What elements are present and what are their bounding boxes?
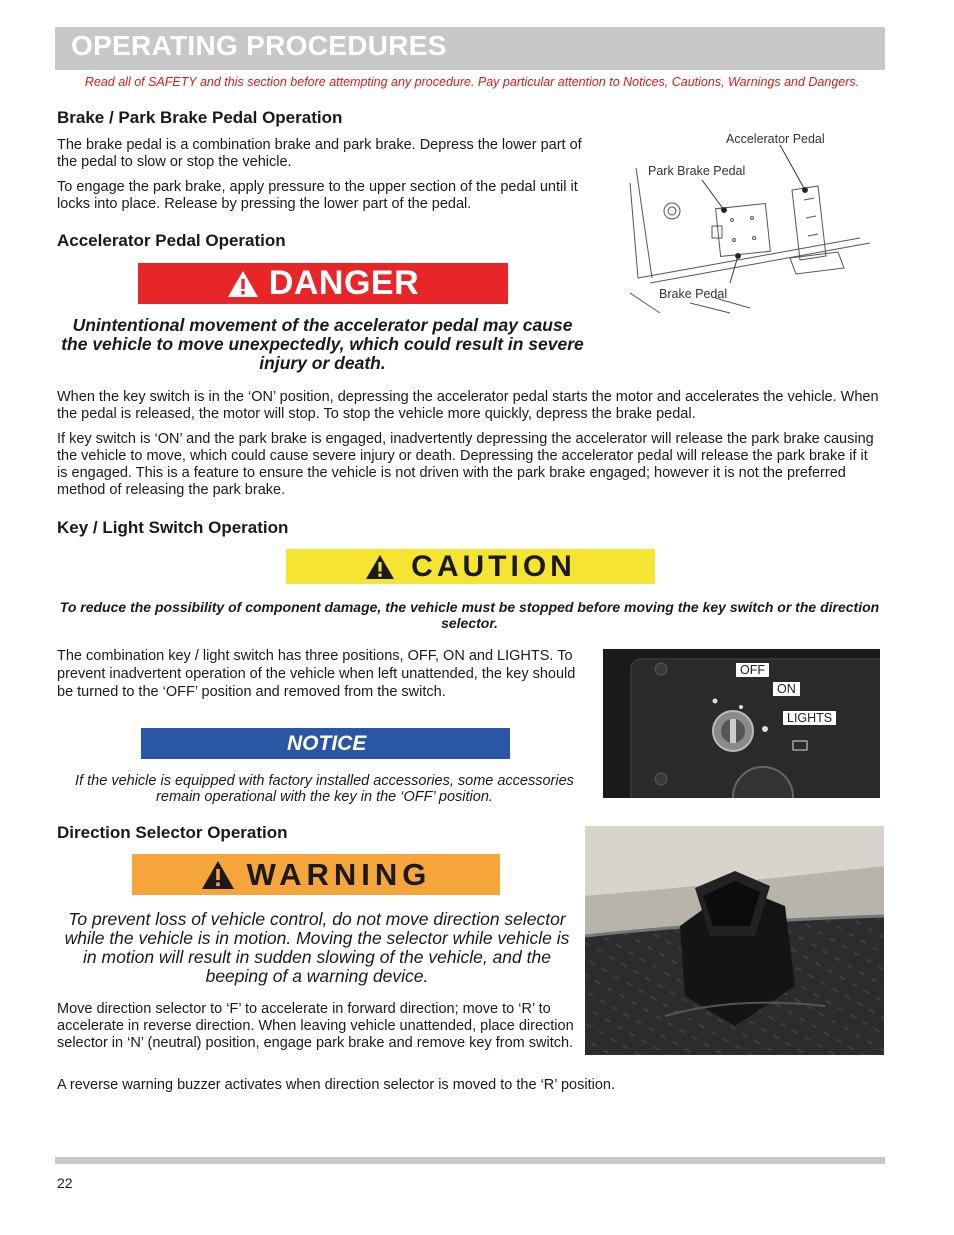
warning-label: WARNING bbox=[246, 856, 432, 892]
brake-pedal-label: Brake Pedal bbox=[659, 287, 728, 301]
danger-triangle-icon bbox=[227, 270, 259, 298]
direction-selector-photo bbox=[585, 826, 884, 1055]
warning-message: To prevent loss of vehicle control, do not move direction selector while the vehicle is in motion. Moving the selector while vehicle is in motion will result in sudden slowing of the vehicle, and the beeping of a warning device. bbox=[64, 909, 570, 986]
key-switch-paragraph: The combination key / light switch has three positions, OFF, ON and LIGHTS. To prevent inadvertent operation of the vehicle when left unattended, the key should be turned to the ‘OFF’ position and removed from the switch. bbox=[57, 648, 576, 700]
accelerator-heading: Accelerator Pedal Operation bbox=[57, 231, 286, 250]
caution-banner bbox=[286, 549, 655, 584]
page-title: OPERATING PROCEDURES bbox=[71, 30, 447, 61]
key-on-label: ON bbox=[773, 682, 800, 696]
warning-banner bbox=[132, 854, 500, 895]
warning-triangle-icon bbox=[201, 860, 235, 890]
notice-message: If the vehicle is equipped with factory installed accessories, some accessories remain operational with the key in the ‘OFF’ position. bbox=[75, 773, 574, 805]
notice-banner bbox=[141, 728, 510, 759]
caution-message: To reduce the possibility of component damage, the vehicle must be stopped before moving the key switch or the direction selector. bbox=[59, 599, 880, 631]
brake-paragraph-2: To engage the park brake, apply pressure to the upper section of the pedal until it locks into place. Release by pressing the lower part of the pedal. bbox=[57, 179, 578, 212]
direction-heading: Direction Selector Operation bbox=[57, 823, 288, 842]
footer-bar bbox=[55, 1157, 885, 1164]
key-off-label: OFF bbox=[736, 663, 769, 677]
accelerator-paragraph-2: If key switch is ‘ON’ and the park brake is engaged, inadvertently depressing the accelerator will release the park brake causing the vehicle to move, which could cause severe injury or death. Depressing the accelerator pedal will release the park brake if it is engaged. This is a feature to ensure the vehicle is not driven with the park brake engaged; however it is not the preferred method of releasing the park brake. bbox=[57, 431, 874, 498]
accelerator-pedal-label: Accelerator Pedal bbox=[726, 132, 825, 146]
caution-triangle-icon bbox=[365, 554, 395, 580]
page-number: 22 bbox=[57, 1175, 73, 1191]
pedal-figure bbox=[620, 128, 890, 318]
direction-paragraph-2: A reverse warning buzzer activates when direction selector is moved to the ‘R’ position. bbox=[57, 1077, 615, 1093]
notice-label: NOTICE bbox=[287, 732, 367, 755]
direction-paragraph-1: Move direction selector to ‘F’ to accelerate in forward direction; move to ‘R’ to accelerate in reverse direction. When leaving vehicle unattended, place direction selector in ‘N’ (neutral) position, engage park brake and remove key from switch. bbox=[57, 1001, 574, 1051]
direction-selector-illustration bbox=[585, 826, 884, 1055]
key-switch-photo bbox=[603, 649, 880, 798]
title-bar bbox=[55, 27, 885, 70]
key-switch-heading: Key / Light Switch Operation bbox=[57, 518, 289, 537]
accelerator-paragraph-1: When the key switch is in the ‘ON’ position, depressing the accelerator pedal starts the motor and accelerates the vehicle. When the pedal is released, the motor will stop. To stop the vehicle more quickly, depress the brake pedal. bbox=[57, 389, 879, 422]
intro-note: Read all of SAFETY and this section before attempting any procedure. Pay particular attention to Notices, Cautions, Warnings and Dangers. bbox=[84, 75, 860, 89]
danger-message: Unintentional movement of the accelerator pedal may cause the vehicle to move unexpectedly, which could result in severe injury or death. bbox=[61, 315, 584, 373]
park-brake-pedal-label: Park Brake Pedal bbox=[648, 164, 746, 178]
brake-heading: Brake / Park Brake Pedal Operation bbox=[57, 108, 343, 127]
key-lights-label: LIGHTS bbox=[783, 711, 836, 725]
danger-label: DANGER bbox=[268, 264, 420, 302]
caution-label: CAUTION bbox=[411, 549, 576, 583]
brake-paragraph-1: The brake pedal is a combination brake and park brake. Depress the lower part of the pedal to slow or stop the vehicle. bbox=[57, 137, 582, 170]
danger-banner bbox=[138, 263, 508, 304]
